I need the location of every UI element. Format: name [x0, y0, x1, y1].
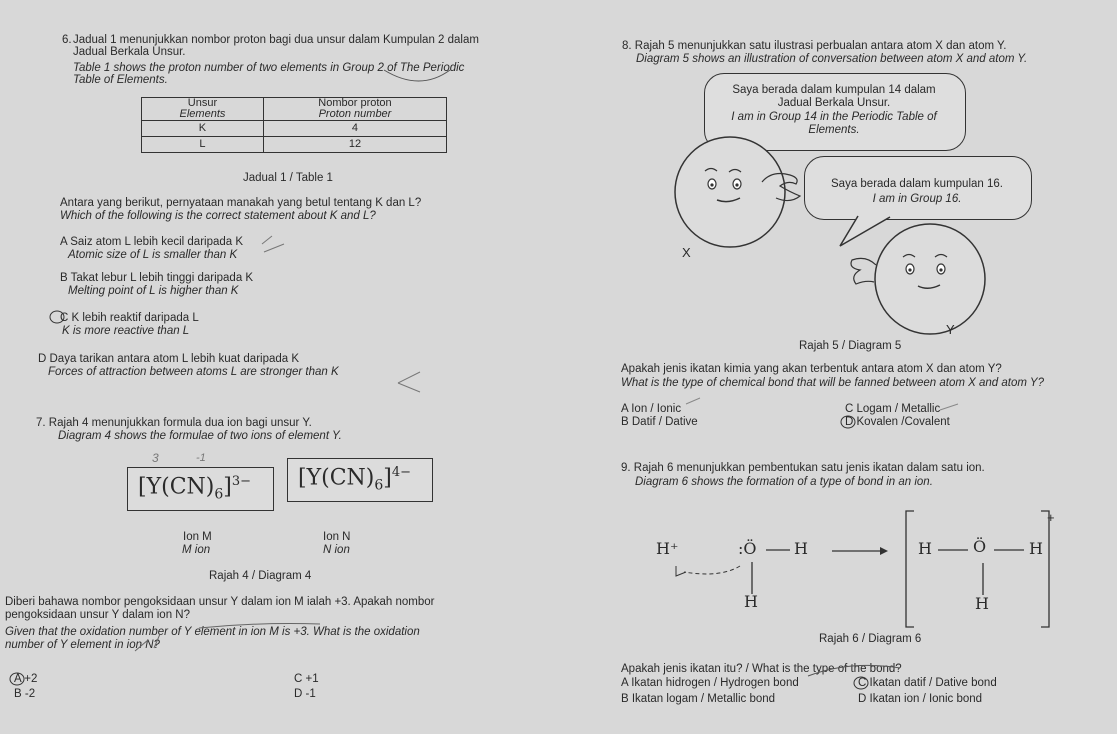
q7-option-c[interactable]: C +1: [294, 673, 319, 685]
q7-question-en-1: Given that the oxidation number of Y element in ion M is +3. What is the oxidation: [5, 626, 420, 638]
ion-m-label: Ion M: [183, 531, 212, 543]
q6-stem-ms-2: Jadual Berkala Unsur.: [73, 46, 186, 58]
q9-option-a[interactable]: A Ikatan hidrogen / Hydrogen bond: [621, 677, 799, 689]
q7-question-ms-1: Diberi bahawa nombor pengoksidaan unsur Y dalam ion M ialah +3. Apakah nombor: [5, 596, 435, 608]
atom-x-label: X: [682, 245, 691, 260]
diagram4-caption: Rajah 4 / Diagram 4: [209, 570, 312, 582]
atom-y-label: Y: [946, 322, 955, 337]
table-row: L 12: [142, 137, 447, 153]
water-h-bottom: H: [744, 592, 758, 611]
handwritten-minus-one: -1: [196, 452, 206, 464]
q8-question-en: What is the type of chemical bond that will be fanned between atom X and atom Y?: [621, 377, 1044, 389]
q7-question-ms-2: pengoksidaan unsur Y dalam ion N?: [5, 609, 190, 621]
q8-option-d[interactable]: D Kovalen /Covalent: [845, 416, 950, 428]
q8-option-b[interactable]: B Datif / Dative: [621, 416, 698, 428]
ion-n-formula: $[Y(CN)_6]^{4-}$: [287, 458, 433, 502]
water-oxygen: :Ö: [738, 539, 757, 558]
q8-stem-en: Diagram 5 shows an illustration of conversation between atom X and atom Y.: [636, 53, 1028, 65]
q9-stem-en: Diagram 6 shows the formation of a type of bond in an ion.: [635, 476, 933, 488]
q6-number: 6.: [62, 34, 72, 46]
q6-option-b[interactable]: B Takat lebur L lebih tinggi daripada K: [60, 272, 254, 284]
q8-question-ms: Apakah jenis ikatan kimia yang akan terbentuk antara atom X dan atom Y?: [621, 363, 1002, 375]
q6-option-c-en: K is more reactive than L: [62, 325, 190, 337]
bubble-x-line-2: Jadual Berkala Unsur.: [777, 97, 891, 109]
q7-option-b[interactable]: B -2: [14, 688, 36, 700]
ion-oxygen: Ö: [973, 537, 987, 556]
q6-option-d-en: Forces of attraction between atoms L are stronger than K: [48, 366, 339, 378]
bubble-y-line-1: Saya berada dalam kumpulan 16.: [831, 178, 1003, 190]
q9-question: Apakah jenis ikatan itu? / What is the type of the bond?: [621, 663, 902, 675]
q9-option-d[interactable]: D Ikatan ion / Ionic bond: [858, 693, 983, 705]
q6-stem-ms-1: Jadual 1 menunjukkan nombor proton bagi dua unsur dalam Kumpulan 2 dalam: [73, 34, 479, 46]
q9-option-c[interactable]: C Ikatan datif / Dative bond: [858, 677, 997, 689]
ion-m-label-en: M ion: [182, 544, 211, 556]
q8-option-a[interactable]: A Ion / Ionic: [621, 403, 682, 415]
header-elements: Unsur Elements: [142, 98, 264, 121]
q8-stem-ms: 8. Rajah 5 menunjukkan satu ilustrasi perbualan antara atom X dan atom Y.: [622, 40, 1007, 52]
header-proton-number: Nombor proton Proton number: [263, 98, 446, 121]
table-caption: Jadual 1 / Table 1: [243, 172, 333, 184]
q7-option-a[interactable]: A +2: [14, 673, 38, 685]
q6-option-a[interactable]: A Saiz atom L lebih kecil daripada K: [60, 236, 244, 248]
q6-option-b-en: Melting point of L is higher than K: [68, 285, 239, 297]
ion-n-label-en: N ion: [323, 544, 350, 556]
bubble-y-line-2: I am in Group 16.: [872, 193, 962, 205]
table-row: K 4: [142, 121, 447, 137]
handwritten-three: 3: [152, 451, 159, 465]
q6-option-d[interactable]: D Daya tarikan antara atom L lebih kuat daripada K: [38, 353, 300, 365]
bubble-x-line-3: I am in Group 14 in the Periodic Table of: [731, 111, 937, 123]
q6-option-c[interactable]: C K lebih reaktif daripada L: [60, 312, 199, 324]
ion-charge: +: [1047, 510, 1055, 525]
q6-question-ms: Antara yang berikut, pernyataan manakah yang betul tentang K dan L?: [60, 197, 422, 209]
q9-option-b[interactable]: B Ikatan logam / Metallic bond: [621, 693, 776, 705]
ion-h-bottom: H: [975, 594, 989, 613]
ion-h-right: H: [1029, 539, 1043, 558]
q7-question-en-2: number of Y element in ion N?: [5, 639, 160, 651]
ion-m-formula: $[Y(CN)_6]^{3-}$: [127, 467, 274, 511]
q7-option-d[interactable]: D -1: [294, 688, 316, 700]
q6-stem-en-2: Table of Elements.: [73, 74, 168, 86]
q6-question-en: Which of the following is the correct statement about K and L?: [60, 210, 376, 222]
q7-stem-ms: 7. Rajah 4 menunjukkan formula dua ion bagi unsur Y.: [36, 417, 312, 429]
q6-stem-en-1: Table 1 shows the proton number of two elements in Group 2 of The Periodic: [73, 62, 465, 74]
q8-option-c[interactable]: C Logam / Metallic: [845, 403, 941, 415]
ion-h-left: H: [918, 539, 932, 558]
diagram5-caption: Rajah 5 / Diagram 5: [799, 340, 902, 352]
water-h-right: H: [794, 539, 808, 558]
q7-stem-en: Diagram 4 shows the formulae of two ions of element Y.: [58, 430, 342, 442]
diagram6-caption: Rajah 6 / Diagram 6: [819, 633, 922, 645]
bubble-x-line-1: Saya berada dalam kumpulan 14 dalam: [732, 84, 936, 96]
ion-n-label: Ion N: [323, 531, 351, 543]
q6-option-a-en: Atomic size of L is smaller than K: [68, 249, 238, 261]
hydrogen-ion: H⁺: [656, 539, 679, 558]
q9-stem-ms: 9. Rajah 6 menunjukkan pembentukan satu jenis ikatan dalam satu ion.: [621, 462, 985, 474]
bubble-x-line-4: Elements.: [808, 124, 860, 136]
